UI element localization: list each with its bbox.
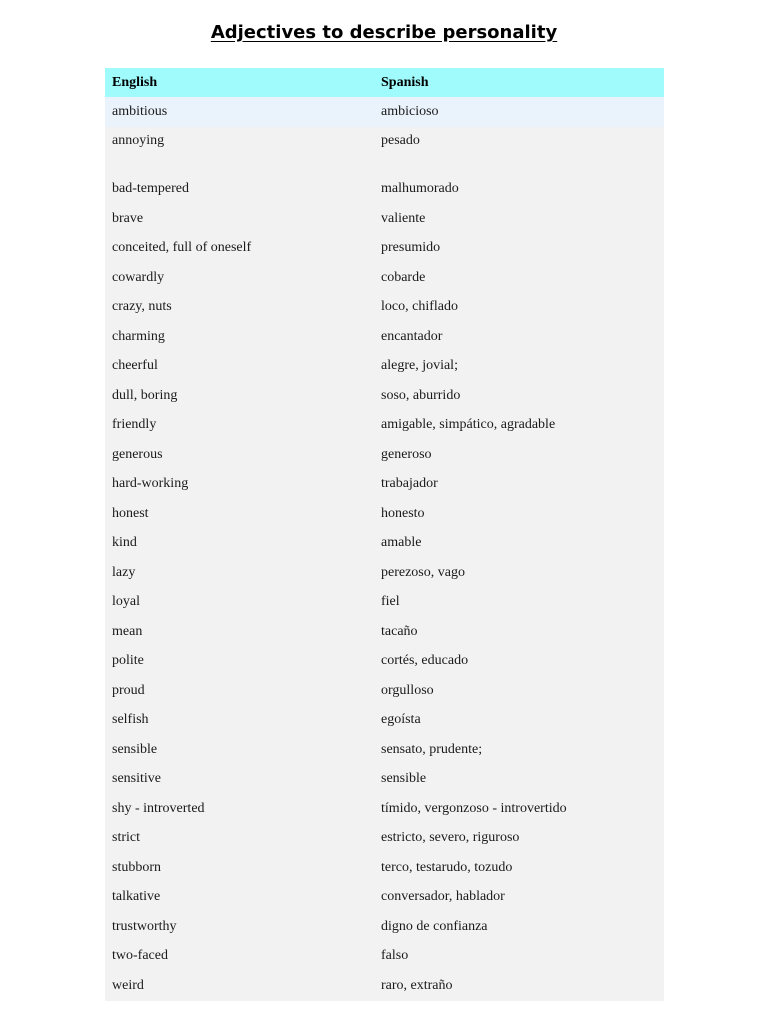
table-row (105, 853, 664, 883)
spanish-cell: conversador, hablador (381, 889, 505, 905)
page-title (0, 22, 768, 43)
page-title-text: Adjectives to describe personality (210, 22, 558, 43)
spanish-cell: egoísta (381, 712, 421, 728)
english-cell: honest (112, 505, 149, 521)
spanish-cell: terco, testarudo, tozudo (381, 859, 513, 875)
table-spacer (105, 159, 664, 175)
spanish-cell: generoso (381, 446, 432, 462)
spanish-cell: tímido, vergonzoso - introvertido (381, 800, 567, 816)
spanish-cell: estricto, severo, riguroso (381, 830, 520, 846)
spanish-cell: amable (381, 535, 422, 551)
table-row (105, 588, 664, 618)
english-cell: mean (112, 623, 143, 639)
english-cell: weird (112, 977, 144, 993)
english-cell: strict (112, 830, 140, 846)
english-cell: crazy, nuts (112, 299, 172, 315)
spanish-cell: loco, chiflado (381, 299, 458, 315)
spanish-cell: perezoso, vago (381, 564, 465, 580)
table-row (105, 529, 664, 559)
english-cell: cowardly (112, 269, 165, 285)
spanish-cell: fiel (381, 594, 400, 610)
spanish-cell: malhumorado (381, 181, 459, 197)
spanish-cell: pesado (381, 132, 420, 148)
table-row (105, 617, 664, 647)
spanish-cell: soso, aburrido (381, 387, 461, 403)
spanish-cell: tacaño (381, 623, 418, 639)
table-row (105, 234, 664, 264)
english-cell: talkative (112, 889, 161, 905)
spanish-cell: raro, extraño (381, 977, 453, 993)
english-cell: stubborn (112, 859, 161, 875)
spanish-cell: orgulloso (381, 682, 434, 698)
english-cell: loyal (112, 594, 140, 610)
english-cell: dull, boring (112, 387, 178, 403)
english-cell: lazy (112, 564, 136, 580)
english-cell: shy - introverted (112, 800, 205, 816)
spanish-cell: falso (381, 948, 409, 964)
table-row (105, 293, 664, 323)
english-cell: kind (112, 535, 137, 551)
spanish-cell: ambicioso (381, 103, 439, 119)
spanish-cell: sensato, prudente; (381, 741, 483, 757)
spanish-cell: digno de confianza (381, 918, 488, 934)
table-row (105, 440, 664, 470)
table-row (105, 322, 664, 352)
english-cell: conceited, full of oneself (112, 240, 252, 256)
spanish-cell: sensible (381, 771, 427, 787)
table-row (105, 381, 664, 411)
table-row (105, 411, 664, 441)
english-cell: selfish (112, 712, 149, 728)
table-row (105, 175, 664, 205)
table-row (105, 883, 664, 913)
header-english: English (112, 74, 158, 90)
spanish-cell: cortés, educado (381, 653, 469, 669)
spanish-cell: encantador (381, 328, 443, 344)
spanish-cell: honesto (381, 505, 425, 521)
table-row (105, 912, 664, 942)
english-cell: bad-tempered (112, 181, 189, 197)
vocabulary-table (105, 68, 664, 1001)
table-row (105, 97, 664, 127)
spanish-cell: alegre, jovial; (381, 358, 458, 374)
english-cell: brave (112, 210, 144, 226)
table-row (105, 352, 664, 382)
spanish-cell: amigable, simpático, agradable (381, 417, 556, 433)
table-row (105, 263, 664, 293)
english-cell: generous (112, 446, 163, 462)
table-row (105, 706, 664, 736)
table-row (105, 942, 664, 972)
table-row (105, 794, 664, 824)
spanish-cell: presumido (381, 240, 441, 256)
table-row (105, 647, 664, 677)
english-cell: polite (112, 653, 144, 669)
english-cell: two-faced (112, 948, 168, 964)
table-row (105, 204, 664, 234)
header-spanish: Spanish (381, 74, 429, 90)
spanish-cell: cobarde (381, 269, 426, 285)
spanish-cell: trabajador (381, 476, 438, 492)
table-row (105, 127, 664, 159)
table-row (105, 824, 664, 854)
english-cell: annoying (112, 132, 165, 148)
english-cell: sensitive (112, 771, 161, 787)
table-header-row (105, 68, 664, 97)
spanish-cell: valiente (381, 210, 426, 226)
english-cell: sensible (112, 741, 158, 757)
english-cell: cheerful (112, 358, 158, 374)
table-row (105, 499, 664, 529)
english-cell: trustworthy (112, 918, 177, 934)
english-cell: ambitious (112, 103, 168, 119)
table-row (105, 971, 664, 1001)
english-cell: friendly (112, 417, 157, 433)
table-row (105, 765, 664, 795)
english-cell: hard-working (112, 476, 189, 492)
table-row (105, 470, 664, 500)
english-cell: charming (112, 328, 165, 344)
table-row (105, 676, 664, 706)
english-cell: proud (112, 682, 145, 698)
table-row (105, 558, 664, 588)
table-row (105, 735, 664, 765)
